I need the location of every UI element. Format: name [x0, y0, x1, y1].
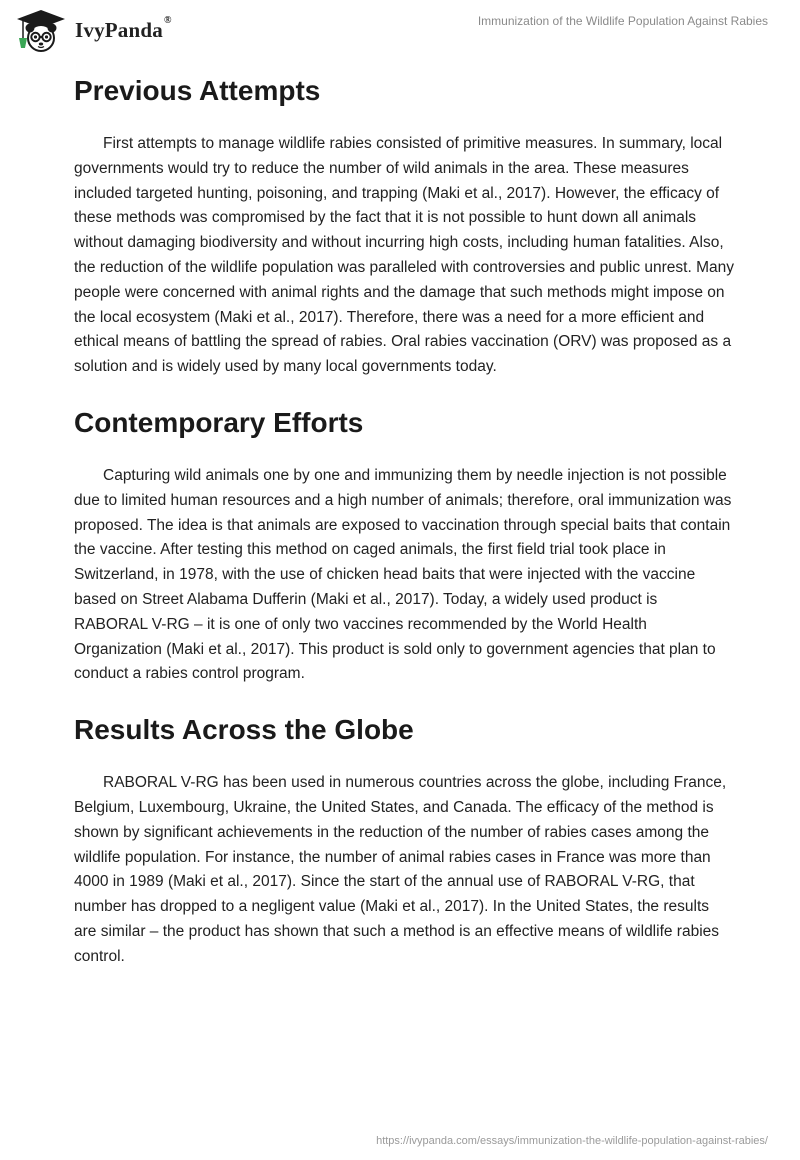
section-paragraph-contemporary-efforts: Capturing wild animals one by one and immunizing them by needle injection is not possible due to limited human resources and a high number of animals; therefore, oral immunization was proposed. The idea is that animals are exposed to vaccination through special baits that contain the vaccine. After testing this method on caged animals, the first field trial took place in Switzerland, in 1978, with the use of chicken head baits that were injected with the vaccine based on Street Alabama Dufferin (Maki et al., 2017). Today, a widely used product is RABORAL V-RG – it is one of only two vaccines recommended by the World Health Organization (Maki et al., 2017). This product is sold only to government agencies that plan to conduct a rabies control program.: [74, 466, 732, 683]
registered-mark: ®: [163, 14, 172, 26]
section-paragraph-results-across-globe: RABORAL V-RG has been used in numerous countries across the globe, including France, Belgium, Luxembourg, Ukraine, the United States, and Canada. The efficacy of the method is shown by significant achievements in the reduction of the number of rabies cases among the wildlife population. For instance, the number of animal rabies cases in France was more than 4000 in 1989 (Maki et al., 2017). Since the start of the annual use of RABORAL V-RG, that number has dropped to a negligent value (Maki et al., 2017). In the United States, the results are similar – the product has shown that such a method is an effective means of wildlife rabies control.: [74, 774, 727, 965]
brand-name: [75, 14, 172, 43]
source-url[interactable]: https://ivypanda.com/essays/immunization-the-wildlife-population-against-rabies/: [376, 1135, 768, 1147]
section-heading-previous-attempts: Previous Attempts: [74, 75, 321, 106]
page-header: [0, 0, 800, 72]
section-heading-results-across-globe: Results Across the Globe: [74, 714, 414, 746]
essay-body: [74, 73, 734, 970]
document-title: Immunization of the Wildlife Population Against Rabies: [477, 14, 768, 28]
section-heading-contemporary-efforts: Contemporary Efforts: [74, 406, 364, 438]
ivypanda-logo[interactable]: [13, 8, 172, 52]
section-paragraph-previous-attempts: First attempts to manage wildlife rabies consisted of primitive measures. In summary, local governments would try to reduce the number of wild animals in the area. These measures included targeted hunting, poisoning, and trapping (Maki et al., 2017). However, the efficacy of these methods was compromised by the fact that it is not possible to hunt down all animals without damaging biodiversity and without incurring high costs, including human fatalities. Also, the reduction of the wildlife population was paralleled with controversies and public unrest. Many people were concerned with animal rights and the damage that such methods might impose on the local ecosystem (Maki et al., 2017). Therefore, there was a need for a more efficient and ethical means of battling the spread of rabies. Oral rabies vaccination (ORV) was proposed as a solution and is widely used by many local governments today.: [74, 135, 734, 376]
brand-text: IvyPanda: [75, 17, 163, 42]
panda-graduate-icon: [13, 8, 69, 52]
